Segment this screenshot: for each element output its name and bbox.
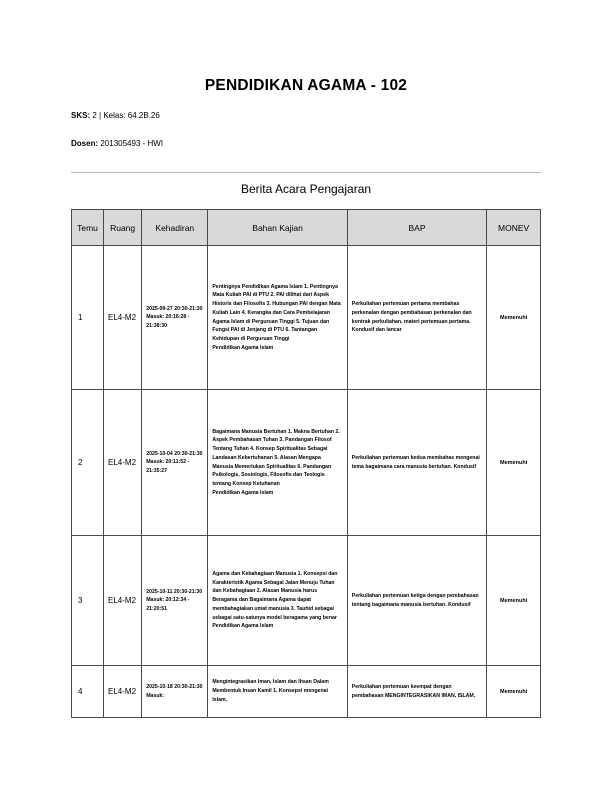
bahan-kajian-subject: Pendidikan Agama Islam <box>212 489 274 496</box>
bahan-kajian-subject: Pendidikan Agama Islam <box>212 623 274 630</box>
table-header-row <box>72 210 541 246</box>
section-title: Berita Acara Pengajaran <box>240 182 372 196</box>
header-kehadiran: Kehadiran <box>142 210 208 246</box>
table-row <box>72 390 541 536</box>
temu-cell: 1 <box>72 246 104 390</box>
header-ruang: Ruang <box>104 210 142 246</box>
monev-cell: Memenuhi <box>487 536 541 666</box>
bahan-kajian-cell <box>208 390 347 536</box>
kehadiran-cell: 2025-10-11 20:30-21:30 Masuk: 20:12:34 - 21:20:51 <box>142 536 208 666</box>
bahan-kajian-cell <box>208 536 347 666</box>
bahan-kajian-cell <box>208 666 347 718</box>
table-row <box>72 246 541 390</box>
header-temu: Temu <box>72 210 104 246</box>
temu-cell: 3 <box>72 536 104 666</box>
ruang-cell: EL4-M2 <box>104 536 142 666</box>
bahan-kajian-text: Bagaimana Manusia Bertuhan 1. Makna Bertuhan 2. Aspek Pembahasan Tuhan 3. Pandangan Filosof Tentang Tuhan 4. Konsep Spiritualitas Sebagai Landasan Kebertuhanan 5. Alasan Mengapa Manusia Memerlukan Spiritualitas 6. Pandangan Psikologis, Sosiologis, Filosofis dan Teologis tentang Konsep Ketuhanan <box>212 428 340 487</box>
monev-cell: Memenuhi <box>487 390 541 536</box>
teaching-record-table <box>71 209 541 718</box>
lecturer-label: Dosen: <box>71 139 99 148</box>
monev-cell: Memenuhi <box>487 246 541 390</box>
bap-cell: Perkuliahan pertemuan keempat dengan pembahasan MENGINTEGRASIKAN IMAN, ISLAM, <box>347 666 486 718</box>
kehadiran-cell: 2025-10-18 20:30-21:30 Masuk: <box>142 666 208 718</box>
ruang-cell: EL4-M2 <box>104 390 142 536</box>
header-divider <box>71 172 541 173</box>
kehadiran-cell: 2025-10-04 20:30-21:30 Masuk: 20:11:52 - 21:35:27 <box>142 390 208 536</box>
course-title: PENDIDIKAN AGAMA - 102 <box>204 77 408 94</box>
ruang-cell: EL4-M2 <box>104 246 142 390</box>
bahan-kajian-subject: Pendidikan Agama Islam <box>212 344 274 351</box>
header-bahan-kajian: Bahan Kajian <box>208 210 347 246</box>
temu-cell: 2 <box>72 390 104 536</box>
header-monev: MONEV <box>487 210 541 246</box>
lecturer-line <box>71 139 163 148</box>
temu-cell: 4 <box>72 666 104 718</box>
bahan-kajian-cell <box>208 246 347 390</box>
sks-class-line <box>71 111 160 120</box>
sks-class-value: 2 | Kelas: 64.2B.26 <box>92 111 160 120</box>
ruang-cell: EL4-M2 <box>104 666 142 718</box>
table-row <box>72 536 541 666</box>
kehadiran-cell: 2025-09-27 20:30-21:30 Masuk: 20:16:28 - 21:38:30 <box>142 246 208 390</box>
bahan-kajian-text: Mengintegrasikan Iman, Islam dan Ihsan Dalam Membentuk Insan Kamil 1. Konsepsi mengenai Islam, <box>212 679 329 703</box>
header-bap: BAP <box>347 210 486 246</box>
bap-cell: Perkuliahan pertemuan pertama membahas perkenalan dengan pembahasan perkenalan dan kontrak perkuliahan, materi pertemuan pertama. Kondusif dan lancar <box>347 246 486 390</box>
bap-cell: Perkuliahan pertemuan ketiga dengan pembahasan tentang bagaimana manusia bertuhan. Kondusif <box>347 536 486 666</box>
bahan-kajian-text: Agama dan Kebahagiaan Manusia 1. Konsepsi dan Karakteristik Agama Sebagai Jalan Menuju Tuhan dan Kebahagiaan 2. Alasan Manusia harus Beragama dan Bagaimana Agama dapat membahagiakan umat manusia 3. Tauhid sebagai sebagai satu-satunya model beragama yang benar <box>212 571 338 621</box>
monev-cell: Memenuhi <box>487 666 541 718</box>
lecturer-value: 201305493 - HWI <box>100 139 164 148</box>
sks-label: SKS: <box>71 111 91 120</box>
bahan-kajian-text: Pentingnya Pendidikan Agama Islam 1. Pentingnya Mata Kuliah PAI di PTU 2. PAI dilihat dari Aspek Historis dan Filosofis 3. Hubungan PAI dengan Mata Kuliah Lain 4. Kerangka dan Cara Pembelajaran Agama Islam di Perguruan Tinggi 5. Tujuan dan Fungsi PAI di Jenjang di PTU 6. Tantangan Kehidupan di Perguruan Tinggi <box>212 283 341 342</box>
bap-cell: Perkuliahan pertemuan kedua membahas mengenai tema bagaimana cara manusia bertuhan. Kondusif <box>347 390 486 536</box>
table-row <box>72 666 541 718</box>
